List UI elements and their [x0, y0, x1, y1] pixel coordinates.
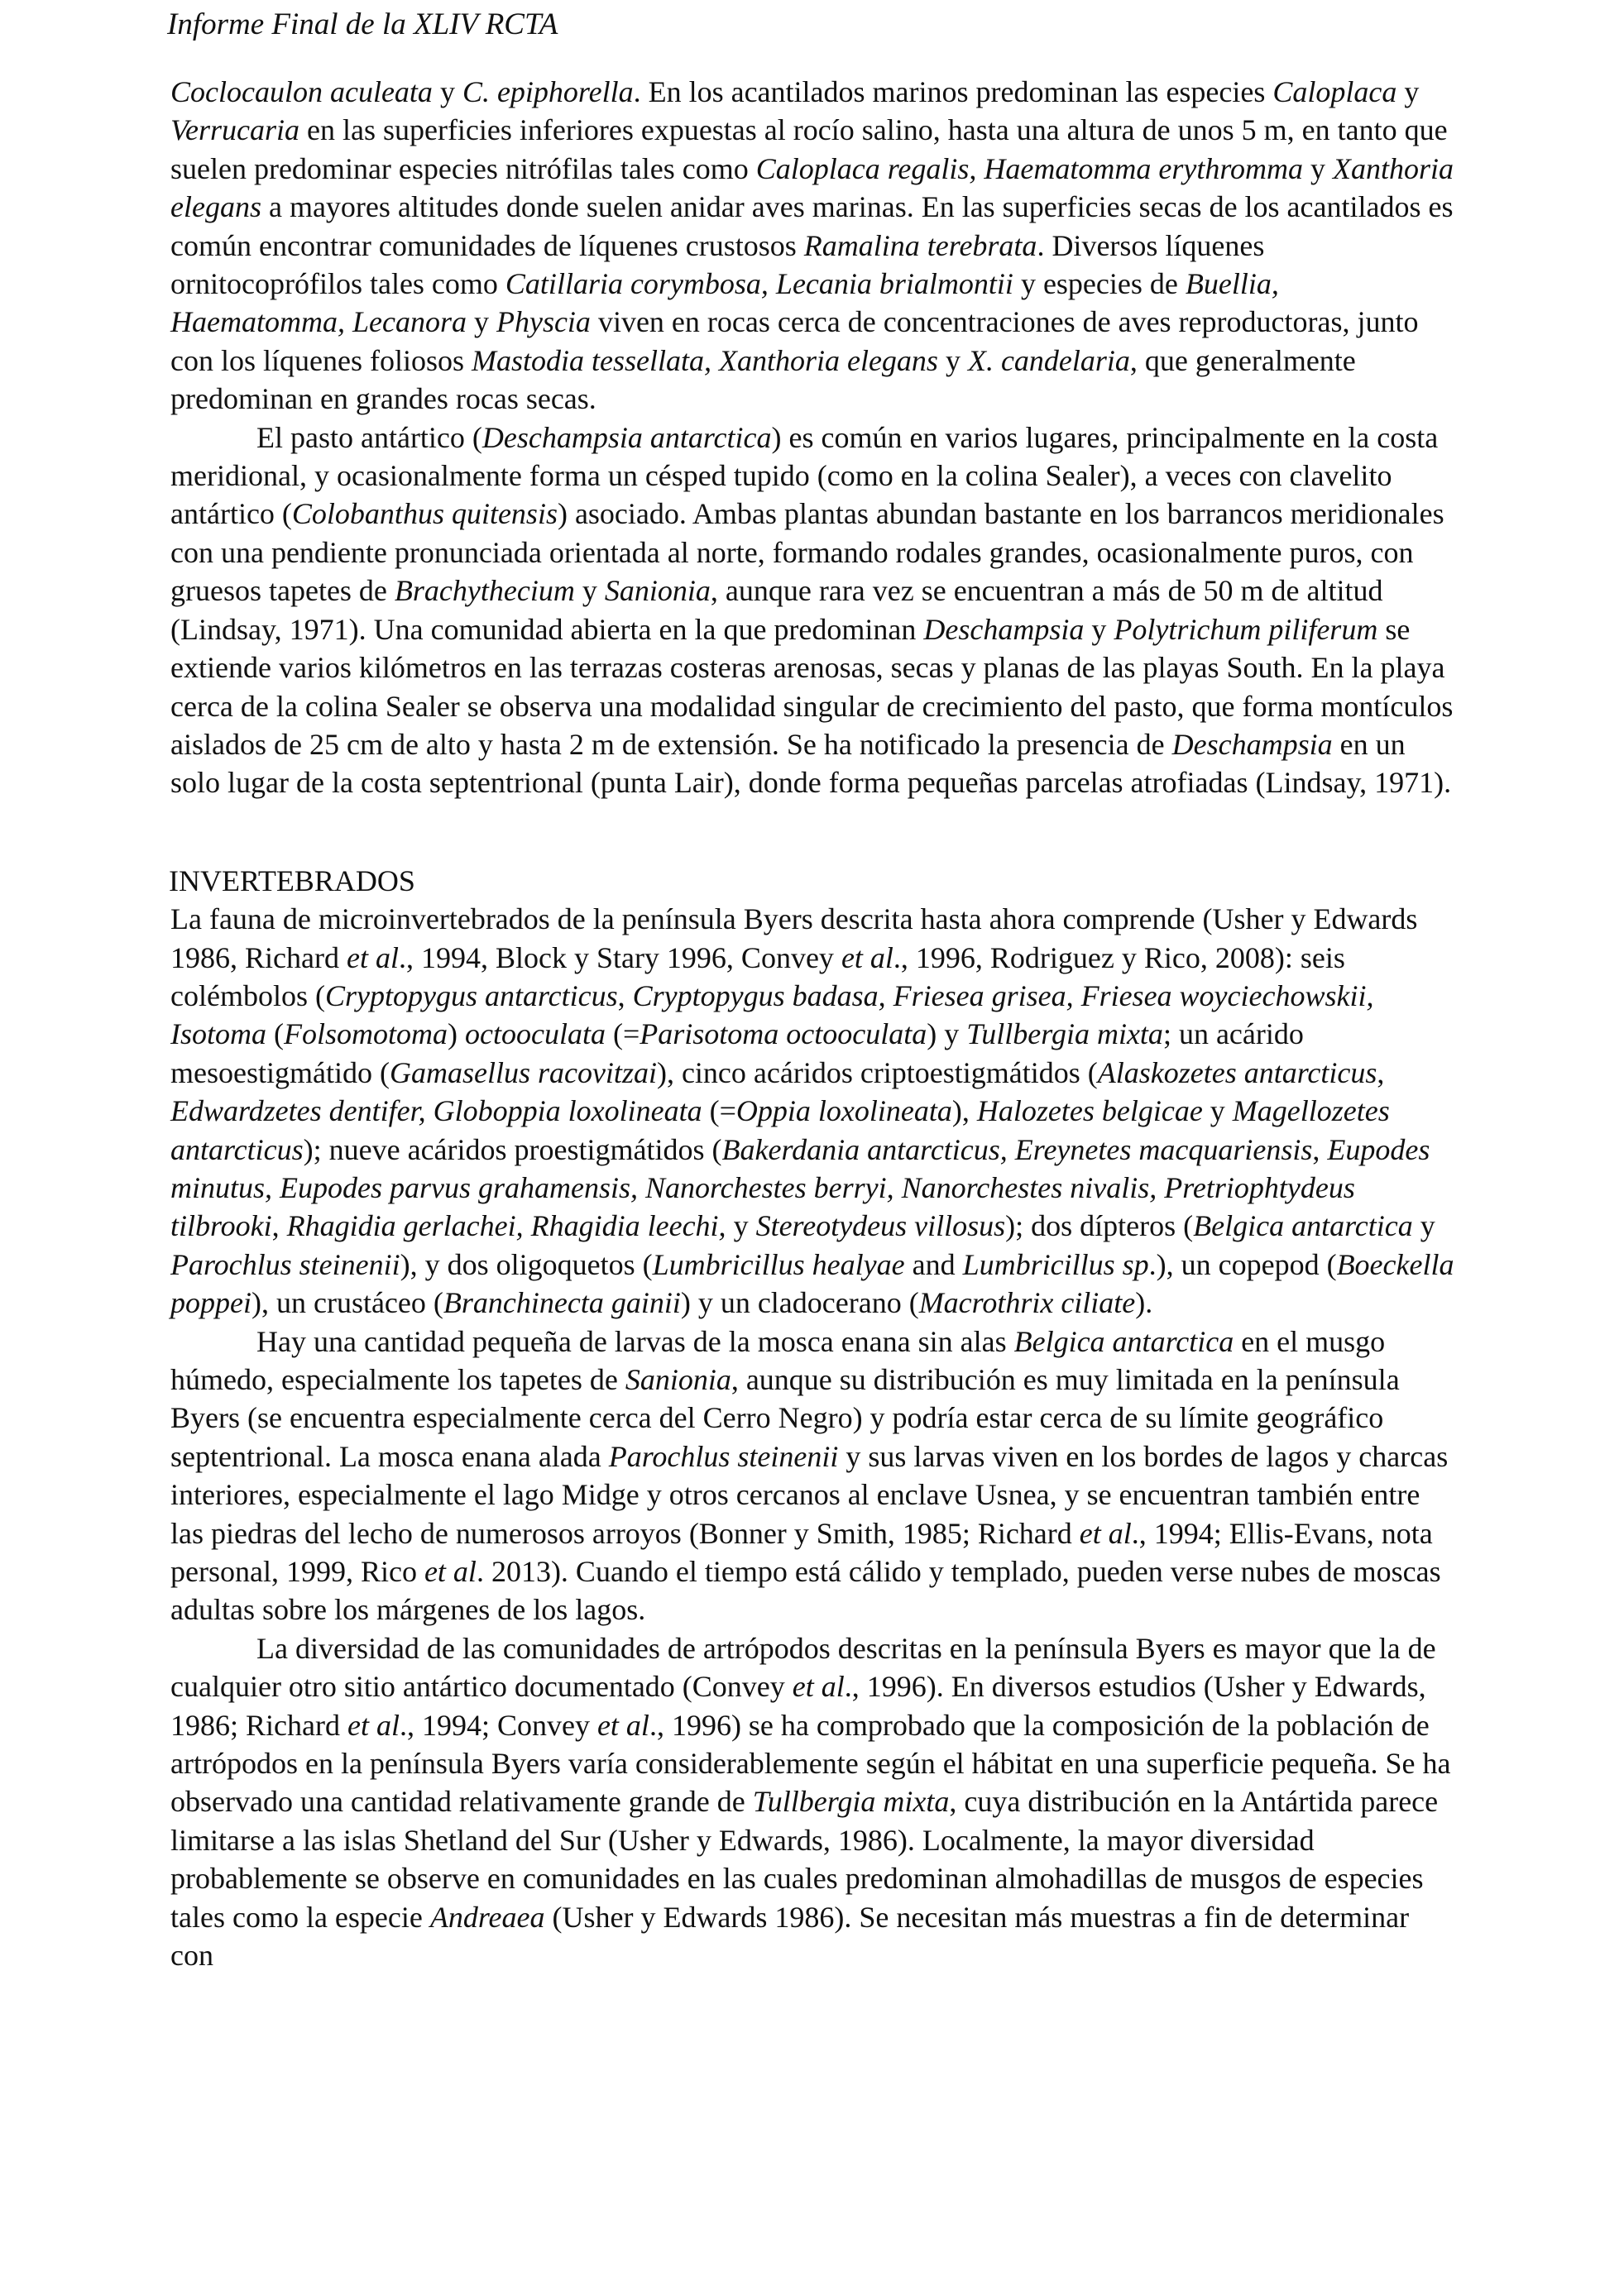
text-run: . 2013). Cuando el tiempo está cálido y templado, pueden verse nubes de moscas adultas sobre los márgenes de los lagos. — [170, 1555, 1441, 1627]
text-run: ) es común en varios lugares, principalmente en la costa meridional, y ocasionalmente forma un césped tupido (como en la colina Sealer), a veces con clavelito antártico ( — [170, 420, 1439, 531]
text-run: viven en rocas cerca de concentraciones de aves reproductoras, junto con los líquenes foliosos — [170, 305, 1419, 377]
text-run: ., 1994; Convey — [399, 1708, 597, 1742]
text-run: y — [1396, 75, 1420, 108]
text-run: en el musgo húmedo, especialmente los tapetes de — [170, 1324, 1386, 1396]
text-run: La fauna de microinvertebrados de la península Byers descrita hasta ahora comprende (Usher y Edwards 1986, Richard — [170, 902, 1418, 974]
text-run: y — [937, 343, 968, 377]
text-run: ( — [266, 1017, 284, 1051]
italic-text-run: Stereotydeus villosus — [755, 1209, 1006, 1243]
italic-text-run: Belgica antarctica — [1193, 1209, 1413, 1243]
italic-text-run: Sanionia — [625, 1363, 731, 1396]
italic-text-run: Edwardzetes dentifer, Globoppia loxolineata — [170, 1094, 702, 1128]
italic-text-run: Xanthoria elegans — [170, 151, 1454, 224]
italic-text-run: C. epiphorella — [462, 75, 634, 108]
text-run: y — [1202, 1094, 1233, 1128]
text-run: , que generalmente predominan en grandes rocas secas. — [170, 343, 1356, 416]
paragraph — [170, 419, 1457, 802]
text-run: , — [617, 978, 633, 1012]
italic-text-run: Coclocaulon aculeata — [170, 75, 433, 108]
text-run: y — [432, 75, 462, 108]
text-run: ) y — [927, 1017, 967, 1051]
italic-text-run: Catillaria corymbosa, Lecania brialmontii — [505, 267, 1013, 301]
italic-text-run: et al — [1079, 1516, 1132, 1550]
text-run: , cuya distribución en la Antártida parece limitarse a las islas Shetland del Sur (Usher y Edwards, 1986). Localmente, la mayor diversidad probablemente se observe en comunidades en las cuales predominan almohadillas de musgos de especies tales como la especie — [170, 1785, 1439, 1934]
italic-text-run: Tullbergia mixta — [966, 1017, 1163, 1051]
italic-text-run: Rhagidia gerlachei, Rhagidia leechi, — [286, 1209, 726, 1243]
text-run: ), cinco acáridos criptoestigmátidos ( — [656, 1055, 1098, 1089]
italic-text-run: et al — [424, 1555, 477, 1589]
paragraph — [170, 1629, 1457, 1975]
text-run: ); nueve acáridos proestigmátidos ( — [303, 1132, 722, 1166]
italic-text-run: Mastodia tessellata, Xanthoria elegans — [471, 343, 938, 377]
italic-text-run: Parochlus steinenii — [170, 1247, 400, 1281]
italic-text-run: Verrucaria — [170, 113, 299, 147]
document-body — [170, 73, 1457, 1975]
text-run: ., 1996). En diversos estudios (Usher y Edwards, 1986; Richard — [170, 1670, 1426, 1742]
italic-text-run: Eupodes minutus, Eupodes parvus grahamensis, Nanorchestes berryi, Nanorchestes nivalis, Pretriophtydeus tilbrooki — [170, 1132, 1430, 1243]
italic-text-run: Tullbergia mixta — [752, 1785, 950, 1819]
text-run: (Usher y Edwards 1986). Se necesitan más muestras a fin de determinar con — [170, 1900, 1410, 1973]
italic-text-run: Deschampsia antarctica — [481, 420, 772, 454]
italic-text-run: Oppia loxolineata — [735, 1094, 952, 1128]
italic-text-run: Caloplaca — [1272, 75, 1397, 108]
text-run: .), un copepod ( — [1148, 1247, 1337, 1281]
text-run: ) — [448, 1017, 465, 1051]
text-run: , — [1312, 1132, 1328, 1166]
text-run: ., 1996, Rodriguez y Rico, 2008): seis colémbolos ( — [170, 940, 1345, 1012]
text-run: and — [904, 1247, 963, 1281]
text-run: , aunque su distribución es muy limitada en la península Byers (se encuentra especialmente cerca del Cerro Negro) y podría estar cerca de su límite geográfico septentrional. La mosca enana alada — [170, 1363, 1400, 1473]
italic-text-run: octooculata — [465, 1017, 606, 1051]
italic-text-run: Lumbricillus healyae — [652, 1247, 905, 1281]
italic-text-run: Cryptopygus antarcticus — [324, 978, 618, 1012]
text-run: y especies de — [1013, 267, 1186, 301]
text-run: ). — [1135, 1286, 1153, 1320]
text-run: y sus larvas viven en los bordes de lagos y charcas interiores, especialmente el lago Midge y otros cercanos al enclave Usnea, y se encuentran también entre las piedras del lecho de numerosos arroyos (Bonner y Smith, 1985; Richard — [170, 1439, 1449, 1550]
text-run: en las superficies inferiores expuestas al rocío salino, hasta una altura de unos 5 m, en tanto que suelen predominar especies nitrófilas tales como — [170, 113, 1448, 185]
text-run: , — [1377, 1055, 1385, 1089]
italic-text-run: Lumbricillus sp — [962, 1247, 1149, 1281]
text-run: (= — [605, 1017, 640, 1051]
italic-text-run: Folsomotoma — [284, 1017, 448, 1051]
italic-text-run: Parisotoma octooculata — [640, 1017, 927, 1051]
italic-text-run: Andreaea — [429, 1900, 545, 1934]
paragraph — [170, 73, 1457, 419]
text-run: , — [271, 1209, 287, 1243]
italic-text-run: X. candelaria — [967, 343, 1130, 377]
text-run: , aunque rara vez se encuentran a más de 50 m de altitud (Lindsay, 1971). Una comunidad abierta en la que predominan — [170, 574, 1383, 646]
text-run: ), un crustáceo ( — [251, 1286, 443, 1320]
text-run: y — [1303, 151, 1334, 185]
italic-text-run: Parochlus steinenii — [608, 1439, 839, 1473]
paragraph — [170, 900, 1457, 1322]
italic-text-run: Buellia, Haematomma, Lecanora — [170, 267, 1279, 339]
text-run: y — [1084, 612, 1114, 646]
text-run: ), y dos oligoquetos ( — [400, 1247, 653, 1281]
italic-text-run: Physcia — [496, 305, 591, 339]
text-run: . Diversos líquenes ornitocoprófilos tales como — [170, 228, 1265, 301]
italic-text-run: Magellozetes antarcticus — [170, 1094, 1390, 1166]
text-run: y — [466, 305, 496, 339]
italic-text-run: et al — [792, 1670, 845, 1704]
paragraph — [170, 1323, 1457, 1629]
italic-text-run: Deschampsia — [923, 612, 1085, 646]
text-run: (= — [702, 1094, 736, 1128]
italic-text-run: Boeckella poppei — [170, 1247, 1454, 1320]
text-run: ., 1996) se ha comprobado que la composición de la población de artrópodos en la península Byers varía considerablemente según el hábitat en una superficie pequeña. Se ha observado una cantidad relativamente grande de — [170, 1708, 1451, 1819]
italic-text-run: et al — [841, 940, 893, 974]
italic-text-run: Alaskozetes antarcticus — [1097, 1055, 1377, 1089]
text-run: El pasto antártico ( — [256, 420, 482, 454]
italic-text-run: Macrothrix ciliate — [918, 1286, 1136, 1320]
italic-text-run: et al — [347, 1708, 400, 1742]
italic-text-run: Deschampsia — [1171, 727, 1333, 761]
text-run: y — [574, 574, 605, 608]
text-run: ), — [951, 1094, 977, 1128]
italic-text-run: Cryptopygus badasa, Friesea grisea, Friesea woyciechowskii, Isotoma — [170, 978, 1374, 1051]
italic-text-run: Sanionia — [604, 574, 711, 608]
text-run: . En los acantilados marinos predominan las especies — [633, 75, 1273, 108]
italic-text-run: et al — [346, 940, 399, 974]
paragraphs-bottom — [170, 900, 1457, 1974]
text-run: ., 1994, Block y Stary 1996, Convey — [398, 940, 841, 974]
text-run: y — [1412, 1209, 1435, 1243]
italic-text-run: Colobanthus quitensis — [291, 497, 558, 531]
paragraphs-top — [170, 73, 1457, 802]
running-header: Informe Final de la XLIV RCTA — [167, 7, 558, 41]
italic-text-run: Brachythecium — [394, 574, 575, 608]
text-run: ; un acárido mesoestigmátido ( — [170, 1017, 1304, 1089]
text-run: ., 1994; Ellis-Evans, nota personal, 1999, Rico — [170, 1516, 1433, 1589]
italic-text-run: et al — [596, 1708, 649, 1742]
italic-text-run: Ramalina terebrata — [803, 228, 1037, 262]
text-run: ); dos dípteros ( — [1005, 1209, 1194, 1243]
italic-text-run: Gamasellus racovitzai — [389, 1055, 657, 1089]
text-run: Hay una cantidad pequeña de larvas de la mosca enana sin alas — [256, 1324, 1014, 1358]
text-run: ) y un cladocerano ( — [680, 1286, 919, 1320]
text-run: en un solo lugar de la costa septentrional (punta Lair), donde forma pequeñas parcelas atrofiadas (Lindsay, 1971). — [170, 727, 1452, 800]
text-run: y — [726, 1209, 756, 1243]
italic-text-run: Polytrichum piliferum — [1114, 612, 1378, 646]
section-heading: INVERTEBRADOS — [169, 863, 415, 897]
italic-text-run: Branchinecta gainii — [443, 1286, 681, 1320]
text-run: se extiende varios kilómetros en las terrazas costeras arenosas, secas y planas de las playas South. En la playa cerca de la colina Sealer se observa una modalidad singular de crecimiento del pasto, que forma montículos aislados de 25 cm de alto y hasta 2 m de extensión. Se ha notificado la presencia de — [170, 612, 1454, 761]
italic-text-run: Belgica antarctica — [1013, 1324, 1234, 1358]
text-run: a mayores altitudes donde suelen anidar aves marinas. En las superficies secas de los acantilados es común encontrar comunidades de líquenes crustosos — [170, 190, 1454, 262]
italic-text-run: Caloplaca regalis, Haematomma erythromma — [755, 151, 1304, 185]
italic-text-run: Halozetes belgicae — [976, 1094, 1203, 1128]
text-run: ) asociado. Ambas plantas abundan bastante en los barrancos meridionales con una pendiente pronunciada orientada al norte, formando rodales grandes, ocasionalmente puros, con gruesos tapetes de — [170, 497, 1444, 608]
text-run: La diversidad de las comunidades de artrópodos descritas en la península Byers es mayor que la de cualquier otro sitio antártico documentado (Convey — [170, 1631, 1436, 1704]
italic-text-run: Bakerdania antarcticus, Ereynetes macquariensis — [721, 1132, 1313, 1166]
